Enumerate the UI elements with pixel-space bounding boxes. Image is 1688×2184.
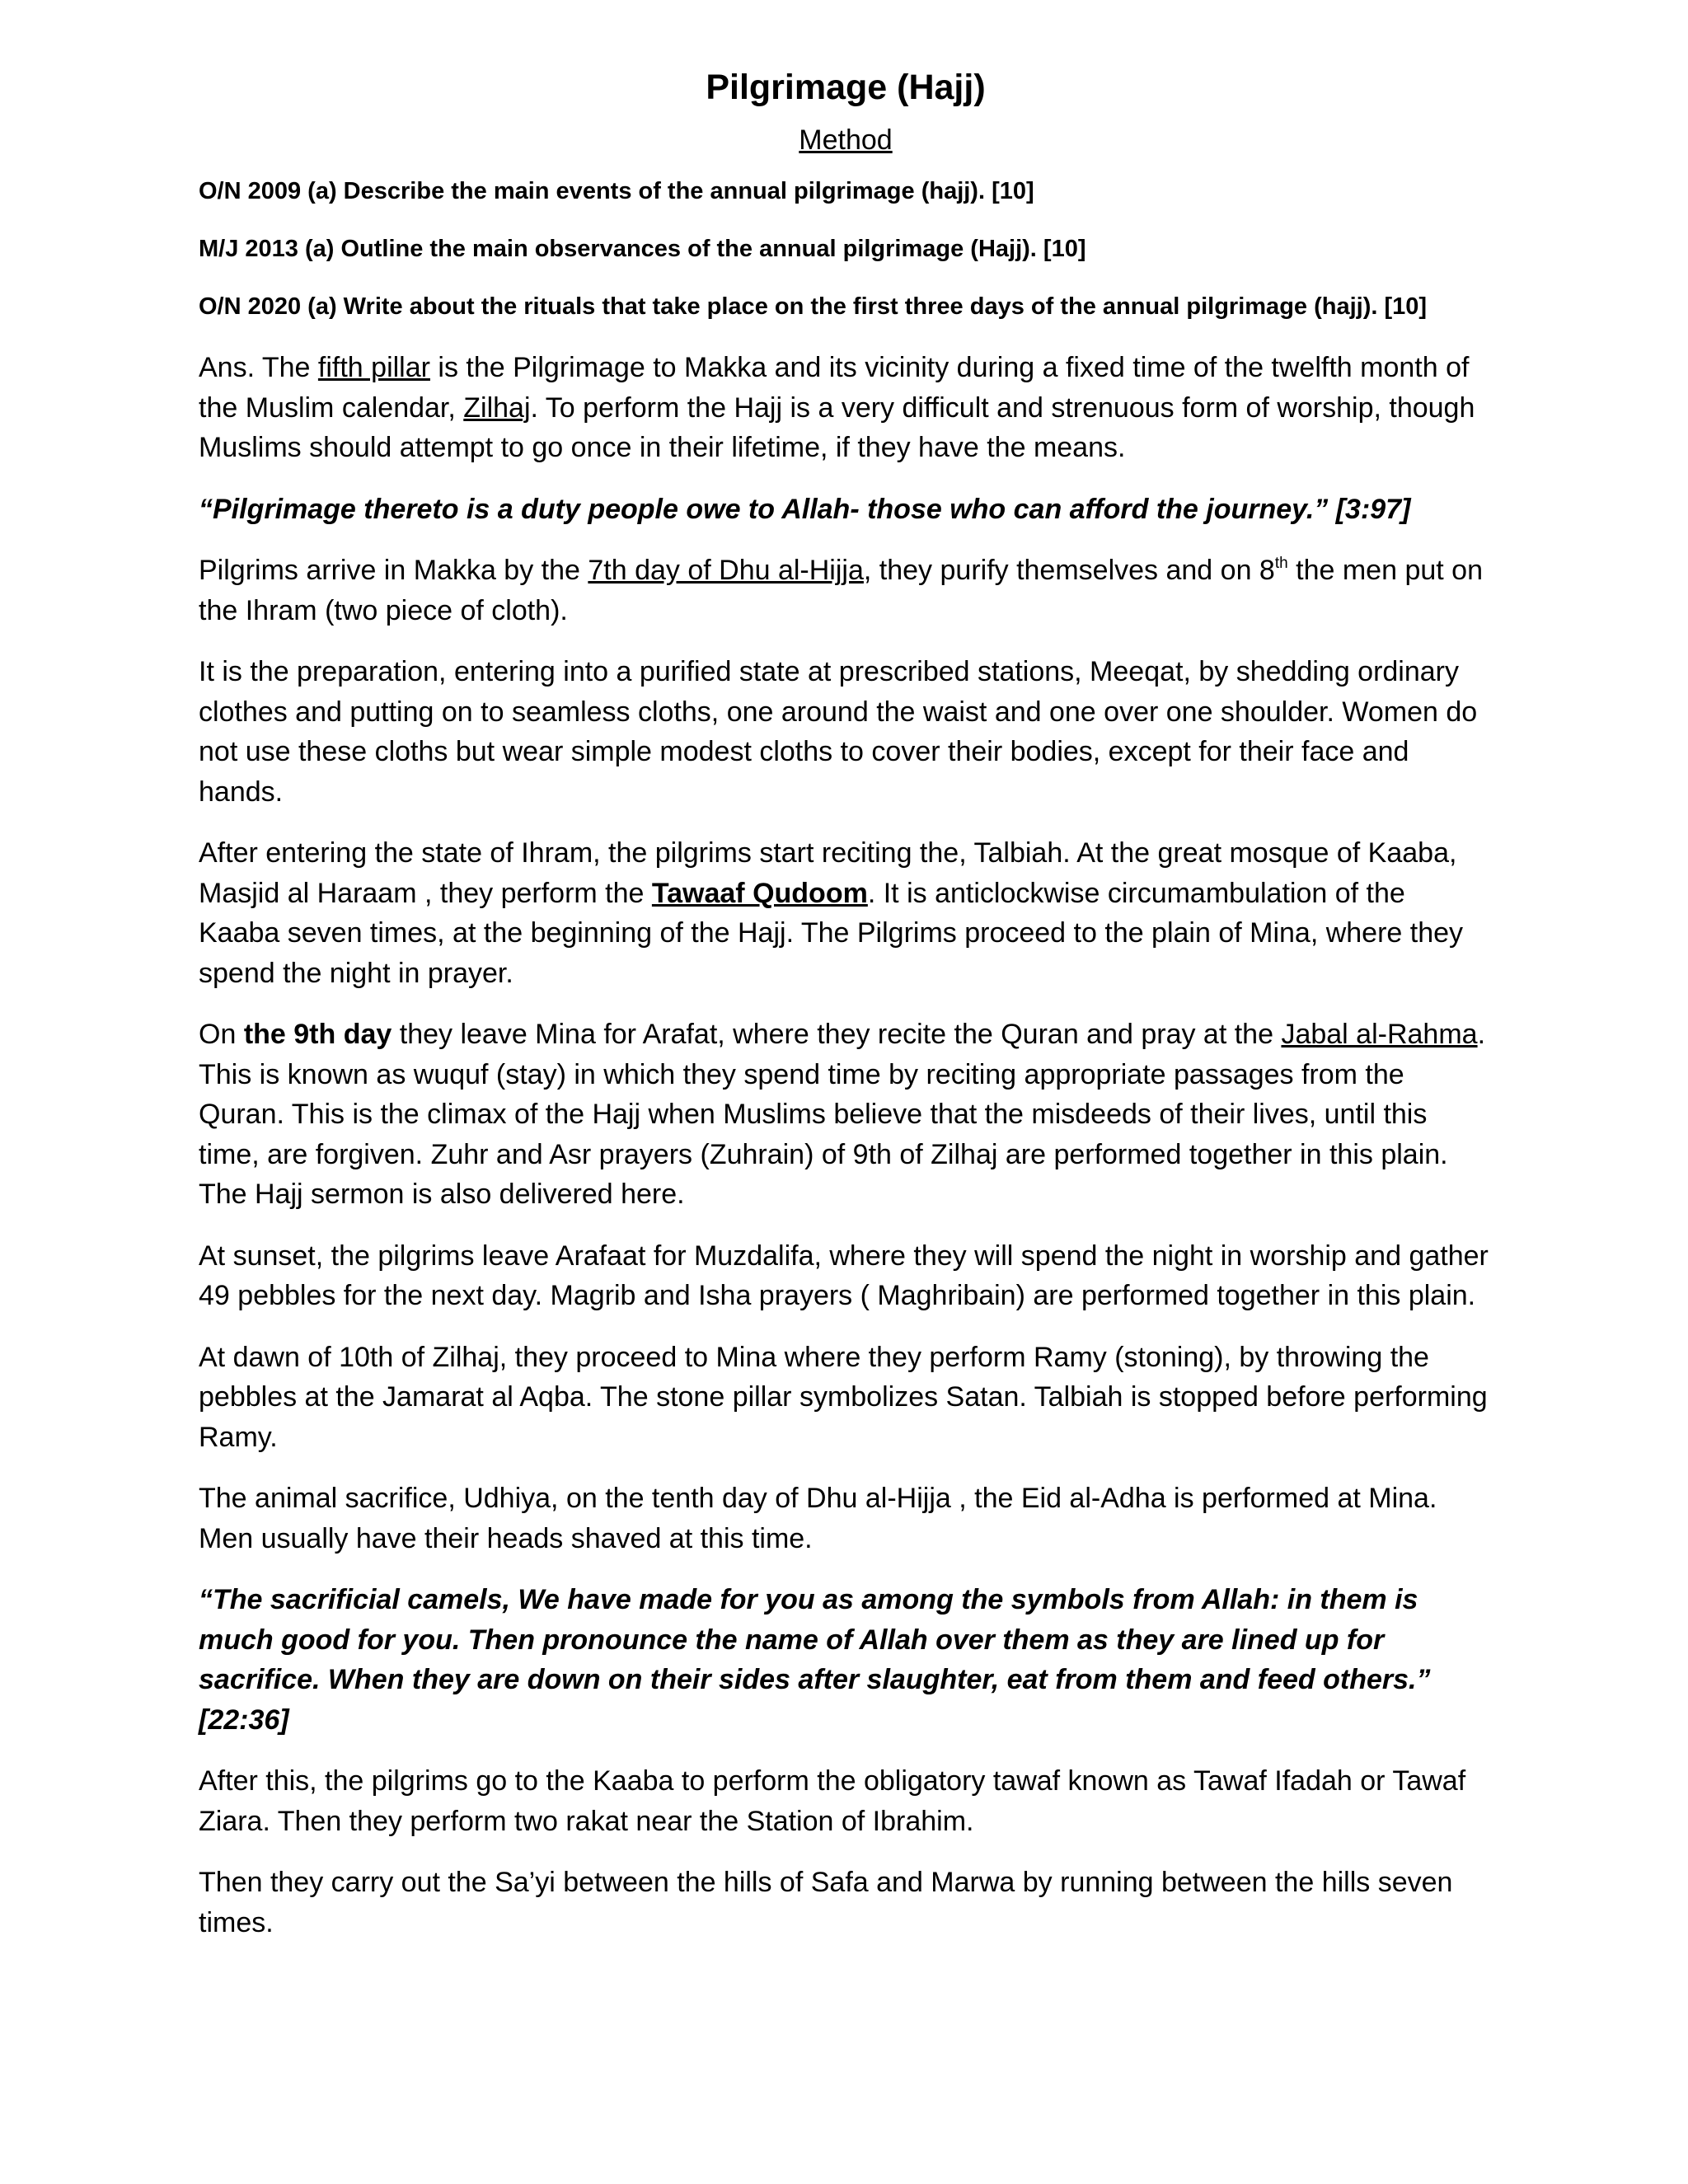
exam-question-2: M/J 2013 (a) Outline the main observances of the annual pilgrimage (Hajj). [10] bbox=[199, 236, 1086, 262]
underlined-term: Jabal al-Rahma bbox=[1281, 1019, 1478, 1050]
quote-reference: [22:36] bbox=[199, 1704, 289, 1736]
text-run: Pilgrims arrive in Makka by the bbox=[199, 555, 588, 586]
paragraph-muzdalifa: At sunset, the pilgrims leave Arafaat for Muzdalifa, where they will spend the night in worship and gather 49 pebbles for the next day. Magrib and Isha prayers ( Maghribain) are performed together in this plain. bbox=[199, 1240, 1489, 1311]
text-run: Ans. The bbox=[199, 352, 318, 383]
text-run: , they purify themselves and on 8 bbox=[863, 555, 1275, 586]
bold-term: the 9th day bbox=[243, 1019, 392, 1050]
page-title: Pilgrimage (Hajj) bbox=[706, 68, 986, 107]
ordinal-suffix: th bbox=[1274, 555, 1288, 572]
quote-text: “The sacrificial camels, We have made for you as among the symbols from Allah: in them is much good for you. Then pronounce the name of Allah over them as they are lined up for sacrifice. When they are down on their sides after slaughter, eat from them and feed others.” bbox=[199, 1584, 1431, 1695]
text-run: is the Pilgrimage to Makka and its vicinity during a fixed time of the twelfth month of the Muslim calendar, bbox=[199, 352, 1470, 424]
text-run: On bbox=[199, 1019, 244, 1050]
text-run: After entering the state of Ihram, the pilgrims start reciting the, Talbiah. At the great mosque of Kaaba, Masjid al Haraam , they perform the bbox=[199, 837, 1457, 909]
document-page bbox=[199, 64, 1493, 1964]
paragraph-tawaaf bbox=[199, 833, 1493, 993]
underlined-term: Zilhaj bbox=[463, 391, 531, 424]
quran-quote-1 bbox=[199, 490, 1493, 530]
quote-text: “Pilgrimage thereto is a duty people owe to Allah- those who can afford the journey.” bbox=[199, 493, 1329, 525]
section-subtitle: Method bbox=[799, 124, 893, 156]
paragraph-arafat bbox=[199, 1015, 1493, 1215]
quran-quote-2 bbox=[199, 1580, 1493, 1740]
quote-reference: [3:97] bbox=[1335, 493, 1411, 525]
exam-question-1: O/N 2009 (a) Describe the main events of the annual pilgrimage (hajj). [10] bbox=[199, 178, 1034, 204]
paragraph-tawaf-ifadah: After this, the pilgrims go to the Kaaba to perform the obligatory tawaf known as Tawaf Ifadah or Tawaf Ziara. Then they perform two rakat near the Station of Ibrahim. bbox=[199, 1765, 1466, 1837]
underlined-term: 7th day of Dhu al-Hijja bbox=[588, 555, 864, 586]
exam-question-3: O/N 2020 (a) Write about the rituals that take place on the first three days of the annual pilgrimage (hajj). [10] bbox=[199, 293, 1428, 320]
text-run: they leave Mina for Arafat, where they recite the Quran and pray at the bbox=[392, 1019, 1282, 1050]
text-run: . It is anticlockwise circumambulation of the Kaaba seven times, at the beginning of the Hajj. The Pilgrims proceed to the plain of Mina, where they spend the night in prayer. bbox=[199, 877, 1464, 989]
paragraph-sayi: Then they carry out the Sa’yi between the hills of Safa and Marwa by running between the hills seven times. bbox=[199, 1867, 1453, 1938]
paragraph-arrival bbox=[199, 551, 1493, 630]
text-run: the men put on the Ihram (two piece of cloth). bbox=[199, 555, 1483, 626]
text-run: . This is known as wuquf (stay) in which they spend time by reciting appropriate passages from the Quran. This is the climax of the Hajj when Muslims believe that the misdeeds of their lives, until this time, are forgiven. Zuhr and Asr prayers (Zuhrain) of 9th of Zilhaj are performed together in this plain. The Hajj sermon is also delivered here. bbox=[199, 1019, 1486, 1210]
paragraph-intro bbox=[199, 348, 1493, 468]
paragraph-ihram: It is the preparation, entering into a purified state at prescribed stations, Meeqat, by shedding ordinary clothes and putting on to seamless cloths, one around the waist and one over one shoulder. Women do not use these cloths but wear simple modest cloths to cover their bodies, except for their face and hands. bbox=[199, 656, 1478, 808]
paragraph-ramy: At dawn of 10th of Zilhaj, they proceed to Mina where they perform Ramy (stoning), by throwing the pebbles at the Jamarat al Aqba. The stone pillar symbolizes Satan. Talbiah is stopped before performing Ramy. bbox=[199, 1341, 1488, 1453]
underlined-term: fifth pillar bbox=[317, 352, 430, 383]
bold-underlined-term: Tawaaf Qudoom bbox=[651, 877, 868, 909]
paragraph-sacrifice: The animal sacrifice, Udhiya, on the tenth day of Dhu al-Hijja , the Eid al-Adha is performed at Mina. Men usually have their heads shaved at this time. bbox=[199, 1483, 1437, 1554]
text-run: . To perform the Hajj is a very difficult and strenuous form of worship, though Muslims should attempt to go once in their lifetime, if they have the means. bbox=[199, 391, 1475, 463]
